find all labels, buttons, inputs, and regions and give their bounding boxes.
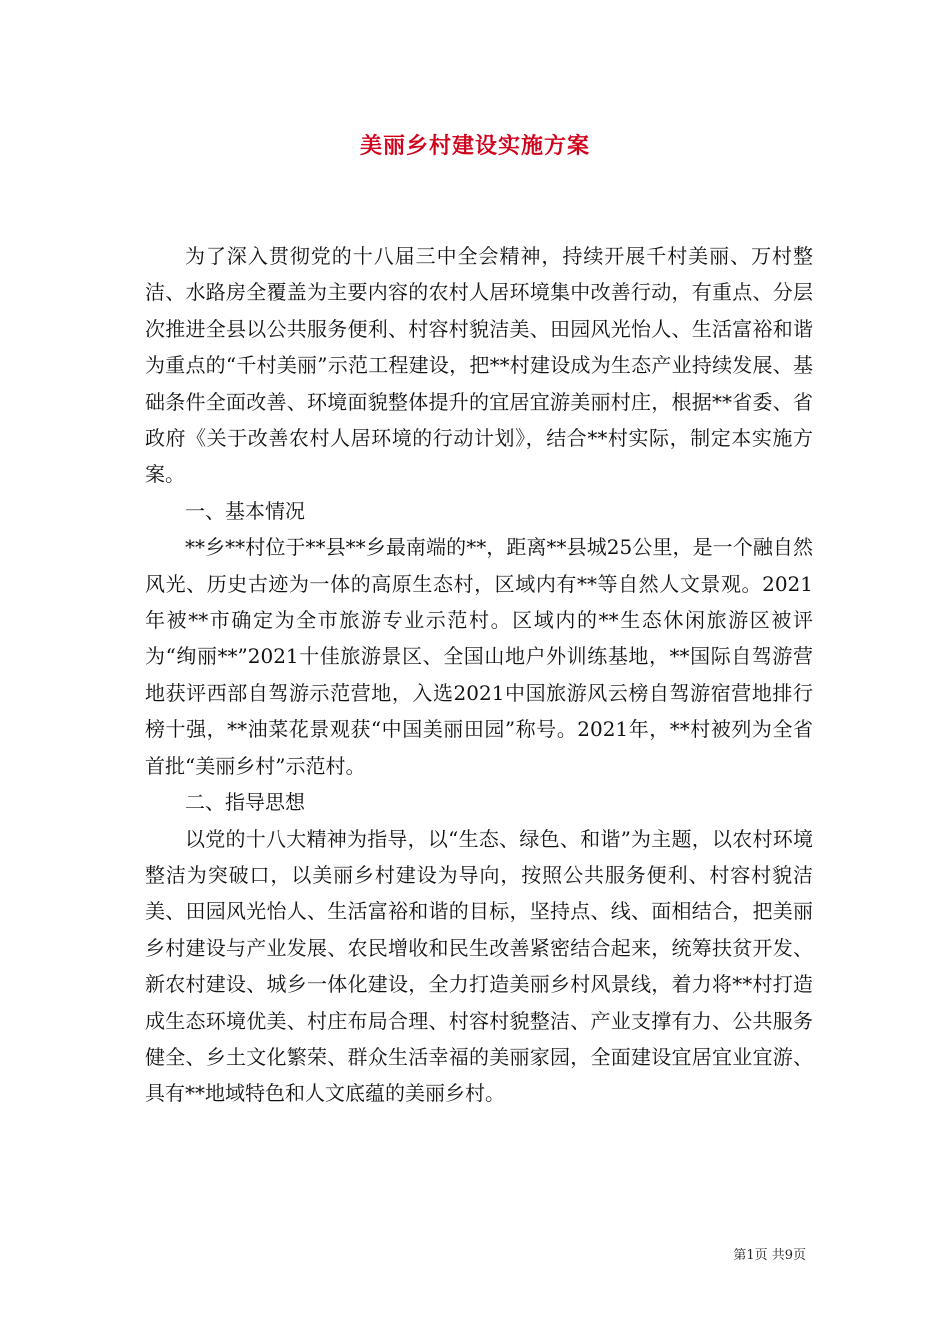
document-title: 美丽乡村建设实施方案 (359, 133, 590, 159)
section-heading-guiding-ideology: 二、指导思想 (185, 790, 305, 815)
guiding-ideology-paragraph: 以党的十八大精神为指导，以“生态、绿色、和谐”为主题，以农村环境整洁为突破口，以美丽乡村建设为导向，按照公共服务便利、村容村貌洁美、田园风光怡人、生活富裕和谐的目标，坚持点、线、面相结合，把美丽乡村建设与产业发展、农民增收和民生改善紧密结合起来，统筹扶贫开发、新农村建设、城乡一体化建设，全力打造美丽乡村风景线，着力将**村打造成生态环境优美、村庄布局合理、村容村貌整洁、产业支撑有力、公共服务健全、乡土文化繁荣、群众生活幸福的美丽家园，全面建设宜居宜业宜游、具有**地域特色和人文底蕴的美丽乡村。 (145, 826, 813, 1106)
basic-situation-paragraph: **乡**村位于**县**乡最南端的**，距离**县城25公里，是一个融自然风光、历史古迹为一体的高原生态村，区域内有**等自然人文景观。2021年被**市确定为全市旅游专业示范村。区域内的**生态休闲旅游区被评为“绚丽**”2021十佳旅游景区、全国山地户外训练基地，**国际自驾游营地获评西部自驾游示范营地，入选2021中国旅游风云榜自驾游宿营地排行榜十强，**油菜花景观获“中国美丽田园”称号。2021年，**村被列为全省首批“美丽乡村”示范村。 (145, 535, 813, 778)
document-body (145, 238, 813, 1112)
intro-paragraph: 为了深入贯彻党的十八届三中全会精神，持续开展千村美丽、万村整洁、水路房全覆盖为主要内容的农村人居环境集中改善行动，有重点、分层次推进全县以公共服务便利、村容村貌洁美、田园风光怡人、生活富裕和谐为重点的“千村美丽”示范工程建设，把**村建设成为生态产业持续发展、基础条件全面改善、环境面貌整体提升的宜居宜游美丽村庄，根据**省委、省政府《关于改善农村人居环境的行动计划》，结合**村实际，制定本实施方案。 (145, 244, 813, 487)
section-heading-basic-situation: 一、基本情况 (185, 498, 305, 523)
page-number-footer: 第1页 共9页 (733, 1248, 806, 1263)
